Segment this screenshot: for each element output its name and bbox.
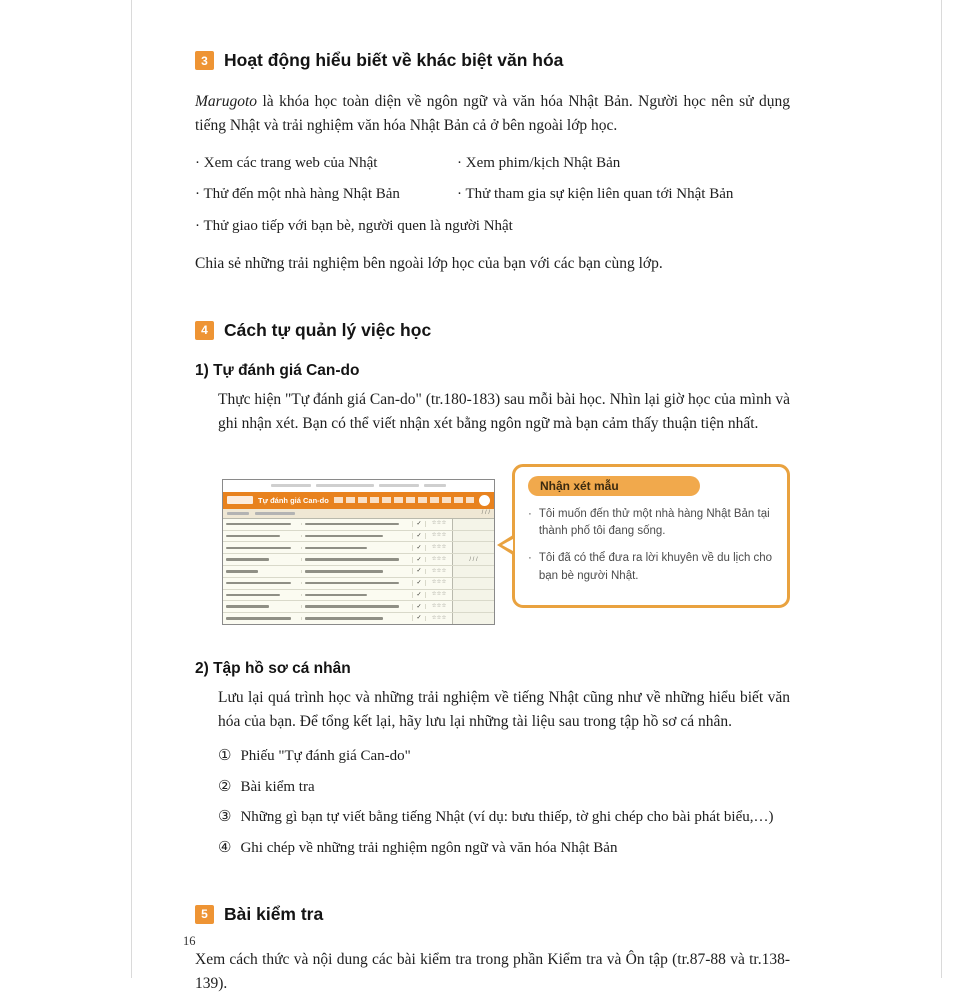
text-line — [226, 594, 280, 597]
check-mark: ✓ — [412, 604, 425, 610]
note-cell — [452, 601, 494, 612]
star-rating: ☆☆☆ — [425, 592, 452, 598]
check-mark: ✓ — [412, 557, 425, 563]
text-line — [226, 523, 291, 526]
cando-figure — [222, 464, 790, 646]
section-3-title: Hoạt động hiểu biết về khác biệt văn hóa — [224, 50, 564, 70]
bullet-dot: · — [528, 552, 532, 565]
sheet-header-textlines — [334, 497, 474, 503]
sheet-row — [223, 613, 494, 624]
star-rating: ☆☆☆ — [425, 533, 452, 539]
list-item — [218, 746, 790, 768]
subsection-2-title: 2) Tập hồ sơ cá nhân — [195, 659, 351, 677]
subsection-1-title: 1) Tự đánh giá Can-do — [195, 361, 360, 379]
star-rating: ☆☆☆ — [425, 545, 452, 551]
sheet-column-header — [223, 509, 494, 519]
note-cell — [452, 542, 494, 553]
star-rating: ☆☆☆ — [425, 569, 452, 575]
list-item-text: Phiếu "Tự đánh giá Can-do" — [240, 747, 411, 764]
page-edge-right — [941, 0, 942, 978]
portfolio-numbered-list — [218, 746, 790, 860]
text-line — [305, 535, 383, 538]
list-item — [218, 807, 790, 829]
circled-number: ① — [218, 747, 232, 764]
star-rating: ☆☆☆ — [425, 604, 452, 610]
level-chip — [227, 496, 253, 504]
check-mark: ✓ — [412, 568, 425, 574]
list-item — [218, 838, 790, 860]
text-line — [226, 582, 291, 585]
note-cell — [452, 590, 494, 601]
check-mark: ✓ — [412, 615, 425, 621]
sheet-row — [223, 566, 494, 578]
callout-item — [528, 506, 774, 541]
circled-number: ③ — [218, 809, 232, 826]
sheet-row — [223, 531, 494, 543]
page-edge-left — [131, 0, 132, 978]
text-line — [316, 484, 374, 487]
text-line — [305, 605, 399, 608]
star-rating: ☆☆☆ — [425, 616, 452, 622]
check-mark: ✓ — [412, 545, 425, 551]
sheet-row — [223, 542, 494, 554]
cando-sheet-image — [222, 479, 495, 625]
text-line — [305, 582, 399, 585]
sheet-row — [223, 590, 494, 602]
circled-number: ② — [218, 778, 232, 795]
text-line — [305, 547, 367, 550]
list-item-text: Bài kiểm tra — [240, 778, 315, 795]
text-line — [305, 617, 383, 620]
text-line — [226, 558, 269, 561]
check-mark: ✓ — [412, 592, 425, 598]
text-line — [305, 594, 367, 597]
star-rating: ☆☆☆ — [425, 521, 452, 527]
sheet-row — [223, 601, 494, 613]
callout-pointer-arrow — [497, 535, 513, 555]
date-slashes: / / / — [481, 510, 490, 517]
bullet-item: · Xem phim/kịch Nhật Bản — [457, 155, 621, 172]
text-line — [305, 523, 399, 526]
text-line — [424, 484, 446, 487]
section-number-badge: 3 — [195, 51, 214, 70]
bullet-dot: · — [528, 507, 532, 520]
bullet-item: · Thử giao tiếp với bạn bè, người quen là người Nhật — [195, 217, 513, 234]
callout-item-text: Tôi đã có thể đưa ra lời khuyên về du lịch cho bạn bè người Nhật. — [538, 552, 773, 582]
text-line — [226, 547, 291, 550]
page-number: 16 — [183, 934, 196, 948]
note-cell — [452, 578, 494, 589]
list-item — [218, 777, 790, 799]
page-content — [195, 50, 790, 996]
circled-number: ④ — [218, 840, 232, 857]
bullet-item: · Xem các trang web của Nhật — [195, 155, 378, 172]
note-cell — [452, 554, 494, 565]
callout-title-pill: Nhận xét mẫu — [528, 476, 700, 496]
date-slashes: / / / — [469, 556, 478, 563]
section-3-header — [195, 50, 790, 71]
note-cell — [452, 519, 494, 530]
subsection-1-paragraph: Thực hiện "Tự đánh giá Can-do" (tr.180-183) sau mỗi bài học. Nhìn lại giờ học của mình và ghi nhận xét. Bạn có thể viết nhận xét bằng ngôn ngữ mà bạn cảm thấy thuận tiện nhất. — [218, 390, 790, 432]
text-line — [226, 570, 258, 573]
section-3-closing: Chia sẻ những trải nghiệm bên ngoài lớp học của bạn với các bạn cùng lớp. — [195, 254, 663, 272]
section-number-badge: 5 — [195, 905, 214, 924]
star-rating: ☆☆☆ — [425, 580, 452, 586]
marugoto-italic: Marugoto — [195, 93, 257, 110]
callout-item-text: Tôi muốn đến thử một nhà hàng Nhật Bản tại thành phố tôi đang sống. — [538, 507, 770, 538]
section-4-title: Cách tự quản lý việc học — [224, 319, 432, 340]
section-5-paragraph: Xem cách thức và nội dung các bài kiểm tra trong phần Kiểm tra và Ôn tập (tr.87-88 và tr.138-139). — [195, 950, 790, 992]
sheet-header-bar — [223, 492, 494, 509]
list-item-text: Những gì bạn tự viết bằng tiếng Nhật (ví dụ: bưu thiếp, tờ ghi chép cho bài phát biểu,…) — [240, 809, 774, 826]
section-5-header — [195, 904, 790, 925]
subsection-2-paragraph: Lưu lại quá trình học và những trải nghiệm về tiếng Nhật cũng như về những hiểu biết văn hóa của bạn. Để tổng kết lại, hãy lưu lại những tài liệu sau trong tập hồ sơ cá nhân. — [218, 688, 790, 730]
sheet-row — [223, 554, 494, 566]
callout-item — [528, 550, 774, 585]
sheet-caption-textlines — [223, 480, 494, 492]
note-cell — [452, 566, 494, 577]
section-3-paragraph — [195, 90, 790, 138]
bullet-item: · Thử tham gia sự kiện liên quan tới Nhật Bản — [457, 186, 734, 203]
section-number-badge: 4 — [195, 321, 214, 340]
text-line — [305, 570, 383, 573]
sample-comment-callout — [512, 464, 790, 608]
list-item-text: Ghi chép về những trải nghiệm ngôn ngữ và văn hóa Nhật Bản — [240, 840, 618, 857]
section-3-paragraph-rest: là khóa học toàn diện về ngôn ngữ và văn hóa Nhật Bản. Người học nên sử dụng tiếng Nhật và trải nghiệm văn hóa Nhật Bản cả ở bên ngoài lớp học. — [195, 93, 790, 135]
sheet-header-logo — [479, 495, 490, 506]
bullet-item: · Thử đến một nhà hàng Nhật Bản — [195, 186, 400, 203]
text-line — [379, 484, 419, 487]
note-cell — [452, 613, 494, 624]
activity-bullet-list — [195, 153, 790, 236]
check-mark: ✓ — [412, 580, 425, 586]
text-line — [227, 512, 249, 515]
check-mark: ✓ — [412, 533, 425, 539]
check-mark: ✓ — [412, 521, 425, 527]
section-4-header — [195, 320, 790, 341]
text-line — [226, 617, 291, 620]
sheet-row — [223, 519, 494, 531]
note-cell — [452, 531, 494, 542]
text-line — [255, 512, 295, 515]
sheet-row — [223, 578, 494, 590]
sheet-rows — [223, 519, 494, 624]
star-rating: ☆☆☆ — [425, 557, 452, 563]
section-5-title: Bài kiểm tra — [224, 903, 324, 924]
text-line — [271, 484, 311, 487]
text-line — [305, 558, 399, 561]
text-line — [226, 535, 280, 538]
sheet-title: Tự đánh giá Can-do — [258, 495, 329, 505]
text-line — [226, 605, 269, 608]
